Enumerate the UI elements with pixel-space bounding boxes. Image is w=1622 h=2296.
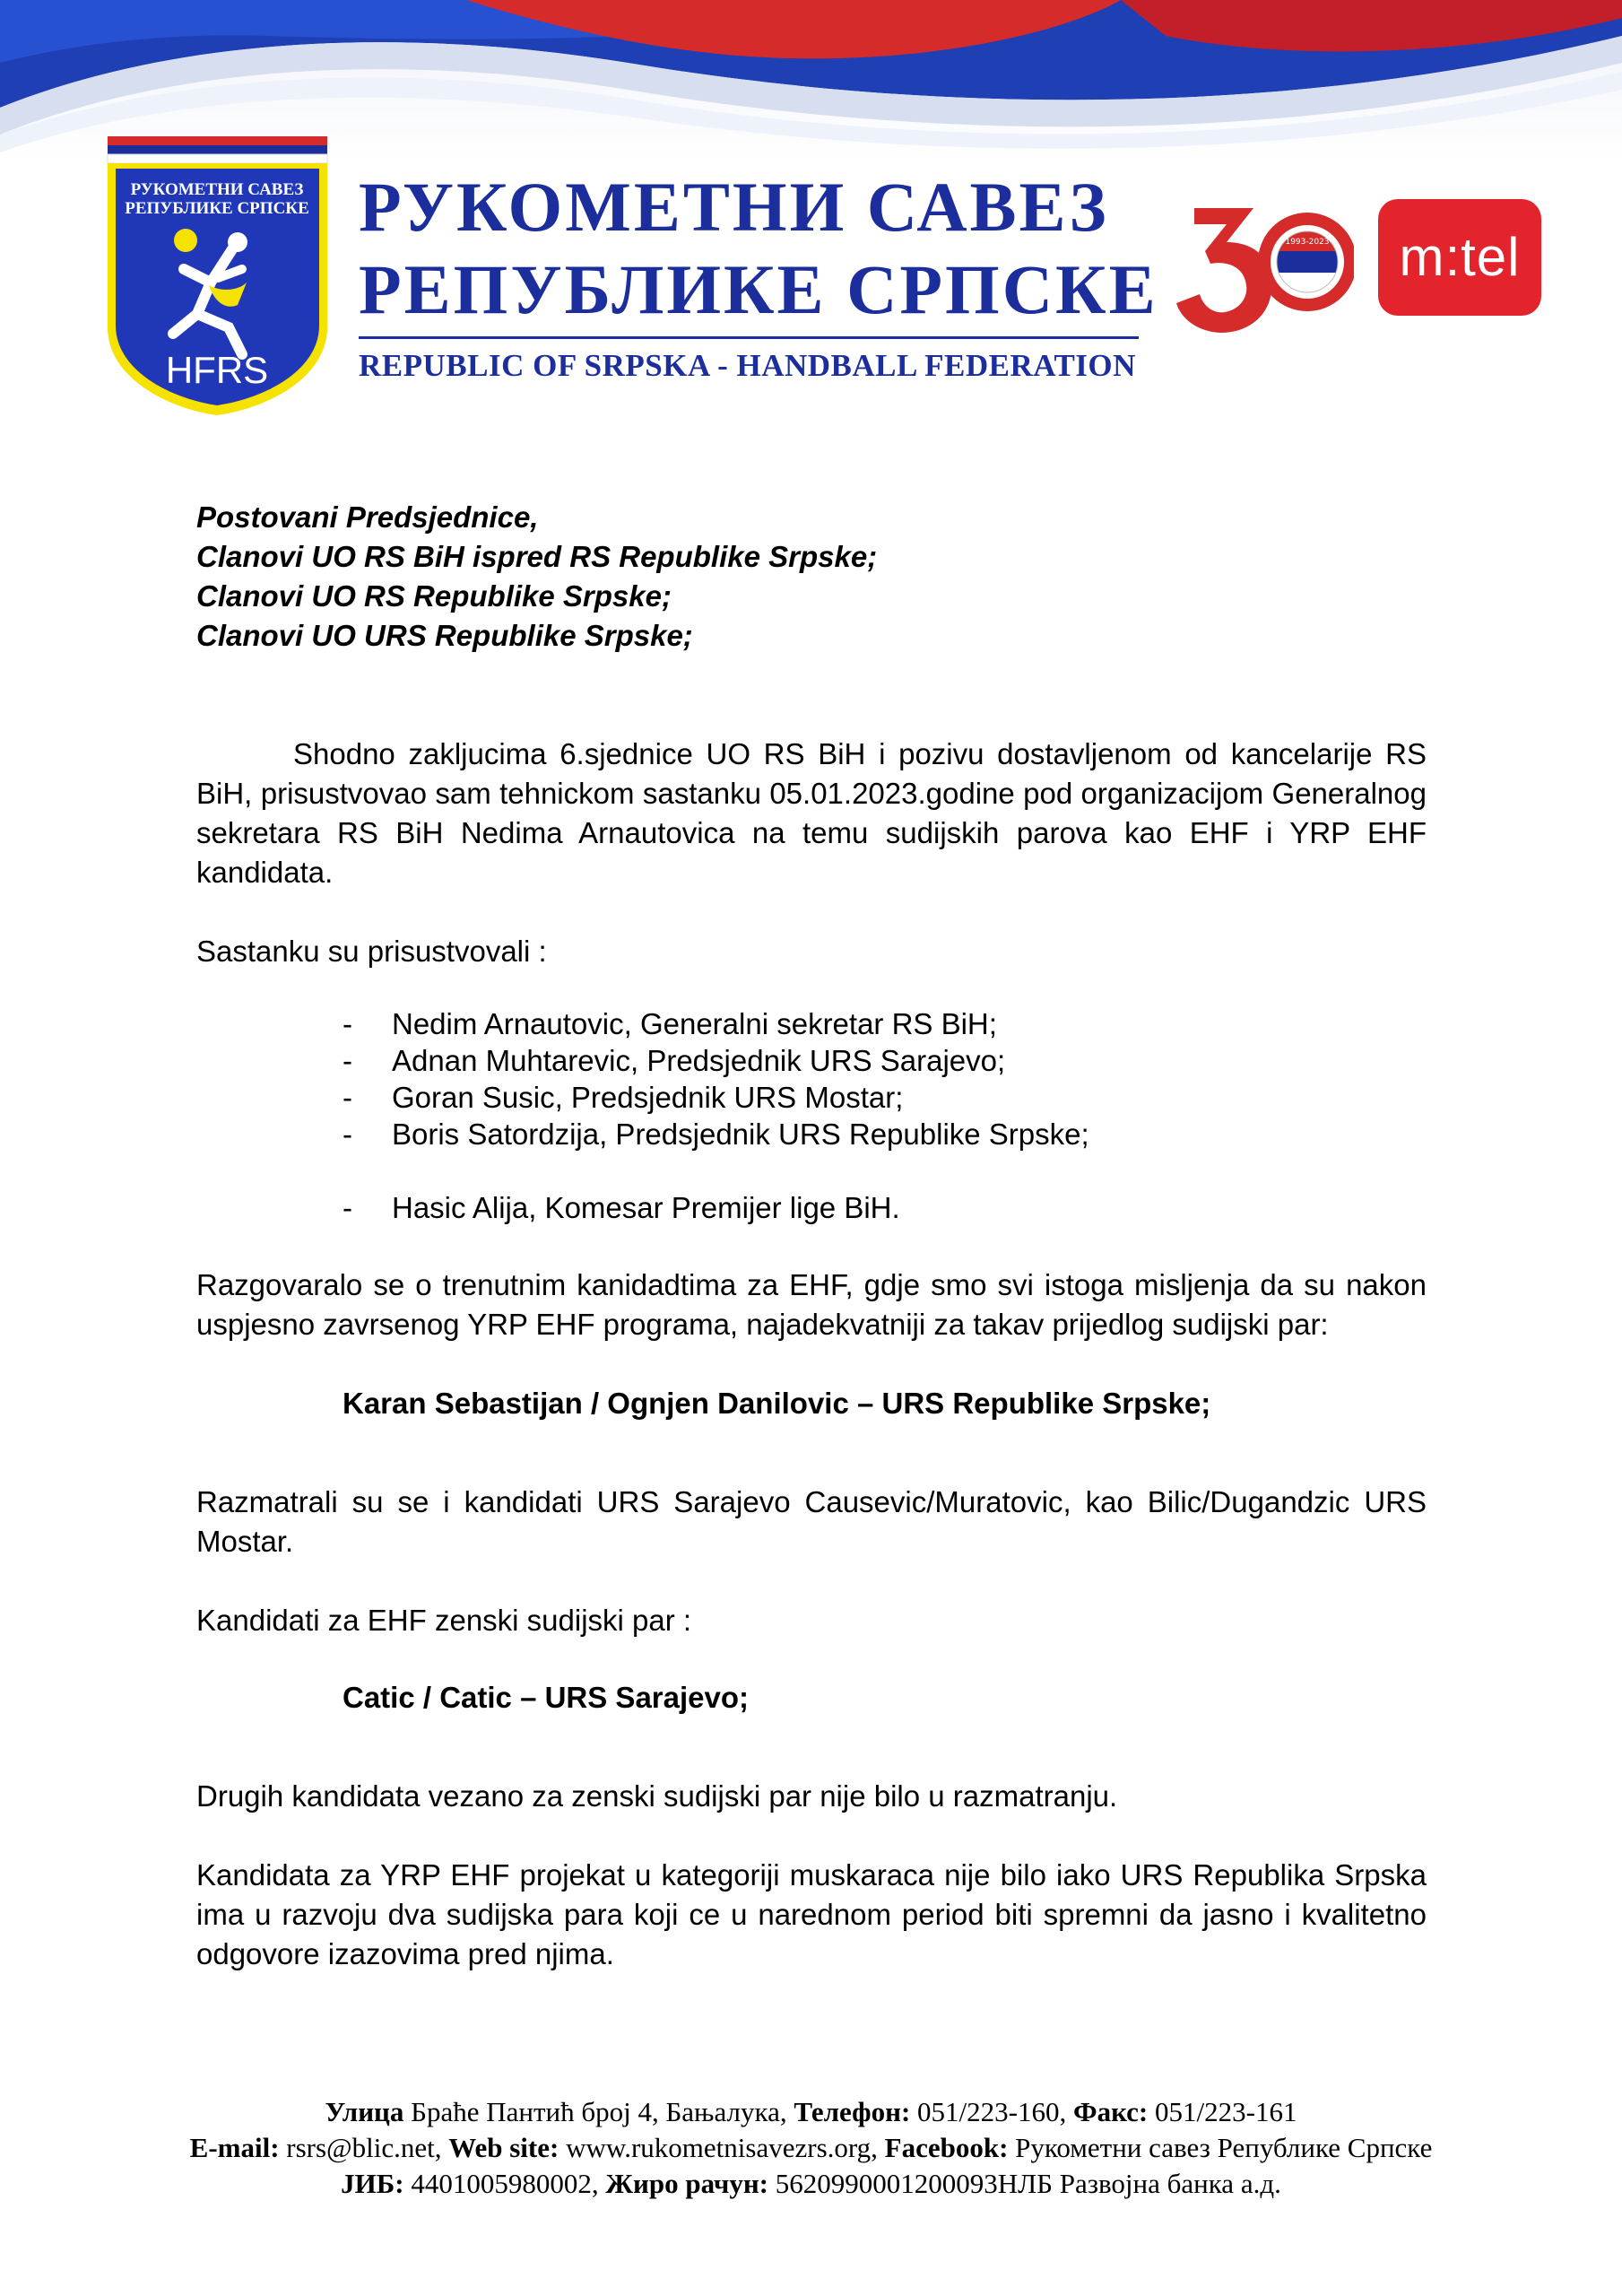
attendees-intro: Sastanku su prisustvovali : <box>196 935 547 968</box>
street-value: Браће Пантић број 4, Бањалука, <box>403 2096 794 2127</box>
intro-paragraph: Shodno zakljucima 6.sjednice UO RS BiH i pozivu dostavljenom od kancelarije RS BiH, prisustvovao sam tehnickom sastanku 05.01.2023.godine pod organizacijom Generalnog sekretara RS BiH Nedima Arnautovica na temu sudijskih parova kao EHF i YRP EHF kandidata. <box>196 737 1427 889</box>
emblem-text-2: РЕПУБЛИКЕ СРПСКЕ <box>125 199 309 218</box>
account-label: Жиро рачун: <box>605 2168 768 2199</box>
extra-attendee-list <box>196 1189 1427 1226</box>
emblem-text-1: РУКОМЕТНИ САВЕЗ <box>130 180 304 199</box>
female-note: Drugih kandidata vezano za zenski sudijski par nije bilo u razmatranju. <box>196 1779 1118 1813</box>
web-value[interactable]: www.rukometnisavezrs.org, <box>559 2132 885 2163</box>
yrp-note: Kandidata za YRP EHF projekat u kategoriji muskaraca nije bilo iako URS Republika Srpska ima u razvoju dva sudijska para koji ce u narednom period biti spremni da jasno i kvalitetno odgovore izazovima pred njima. <box>196 1858 1427 1970</box>
fax-value: 051/223-161 <box>1148 2096 1297 2127</box>
list-item: - Hasic Alija, Komesar Premijer lige BiH. <box>343 1189 1427 1226</box>
footer-line-address <box>0 2094 1622 2130</box>
footer-line-online <box>0 2130 1622 2166</box>
facebook-value[interactable]: Рукометни савез Републике Српске <box>1008 2132 1433 2163</box>
salutation-block <box>196 498 1427 656</box>
list-item: - Boris Satordzija, Predsjednik URS Republike Srpske; <box>343 1116 1427 1152</box>
salutation-line: Clanovi UO RS BiH ispred RS Republike Srpske; <box>196 540 878 573</box>
jib-label: ЈИБ: <box>341 2168 404 2199</box>
anniversary-30-logo <box>1175 188 1354 341</box>
phone-value: 051/223-160, <box>910 2096 1073 2127</box>
salutation-line: Clanovi UO RS Republike Srpske; <box>196 579 672 613</box>
federation-name-line-2: РЕПУБЛИКЕ СРПСКЕ <box>359 250 1158 328</box>
salutation-line: Clanovi UO URS Republike Srpske; <box>196 619 693 652</box>
female-candidates-intro: Kandidati za EHF zenski sudijski par : <box>196 1604 692 1637</box>
fax-label: Факс: <box>1072 2096 1149 2127</box>
facebook-label: Facebook: <box>884 2132 1009 2163</box>
attendees-list <box>196 1005 1427 1152</box>
proposed-referee-pair: Karan Sebastijan / Ognjen Danilovic – URS Republike Srpske; <box>343 1387 1211 1420</box>
email-value[interactable]: rsrs@blic.net, <box>279 2132 449 2163</box>
footer-contact <box>0 2094 1622 2202</box>
street-label: Улица <box>325 2096 404 2127</box>
anniversary-years: 1993-2023 <box>1285 238 1330 247</box>
phone-label: Телефон: <box>794 2096 911 2127</box>
list-item: - Adnan Muhtarevic, Predsjednik URS Sarajevo; <box>343 1042 1427 1079</box>
salutation-line: Postovani Predsjednice, <box>196 500 539 534</box>
sponsor-logo-mtel: m:tel <box>1378 199 1541 316</box>
federation-name-line-1: РУКОМЕТНИ САВЕЗ <box>359 168 1109 246</box>
footer-line-bank <box>0 2166 1622 2202</box>
account-value: 5620990001200093НЛБ Развојна банка а.д. <box>768 2168 1281 2199</box>
web-label: Web site: <box>448 2132 559 2163</box>
female-referee-pair: Catic / Catic – URS Sarajevo; <box>343 1681 750 1714</box>
federation-subtitle: REPUBLIC OF SRPSKA - HANDBALL FEDERATION <box>359 348 1136 383</box>
title-divider <box>359 336 1139 339</box>
discussion-paragraph: Razgovaralo se o trenutnim kanidadtima za EHF, gdje smo svi istoga misljenja da su nakon uspjesno zavrsenog YRP EHF programa, najadekvatniji za takav prijedlog sudijski par: <box>196 1268 1427 1341</box>
federation-emblem <box>103 135 332 417</box>
letter-body <box>196 498 1427 1974</box>
list-item: - Nedim Arnautovic, Generalni sekretar RS BiH; <box>343 1005 1427 1042</box>
emblem-abbr: HFRS <box>165 349 269 391</box>
email-label: E-mail: <box>189 2132 280 2163</box>
jib-value: 4401005980002, <box>403 2168 606 2199</box>
also-considered-paragraph: Razmatrali su se i kandidati URS Sarajevo Causevic/Muratovic, kao Bilic/Dugandzic URS Mostar. <box>196 1485 1427 1558</box>
list-item: - Goran Susic, Predsjednik URS Mostar; <box>343 1079 1427 1116</box>
federation-title <box>359 166 1158 384</box>
